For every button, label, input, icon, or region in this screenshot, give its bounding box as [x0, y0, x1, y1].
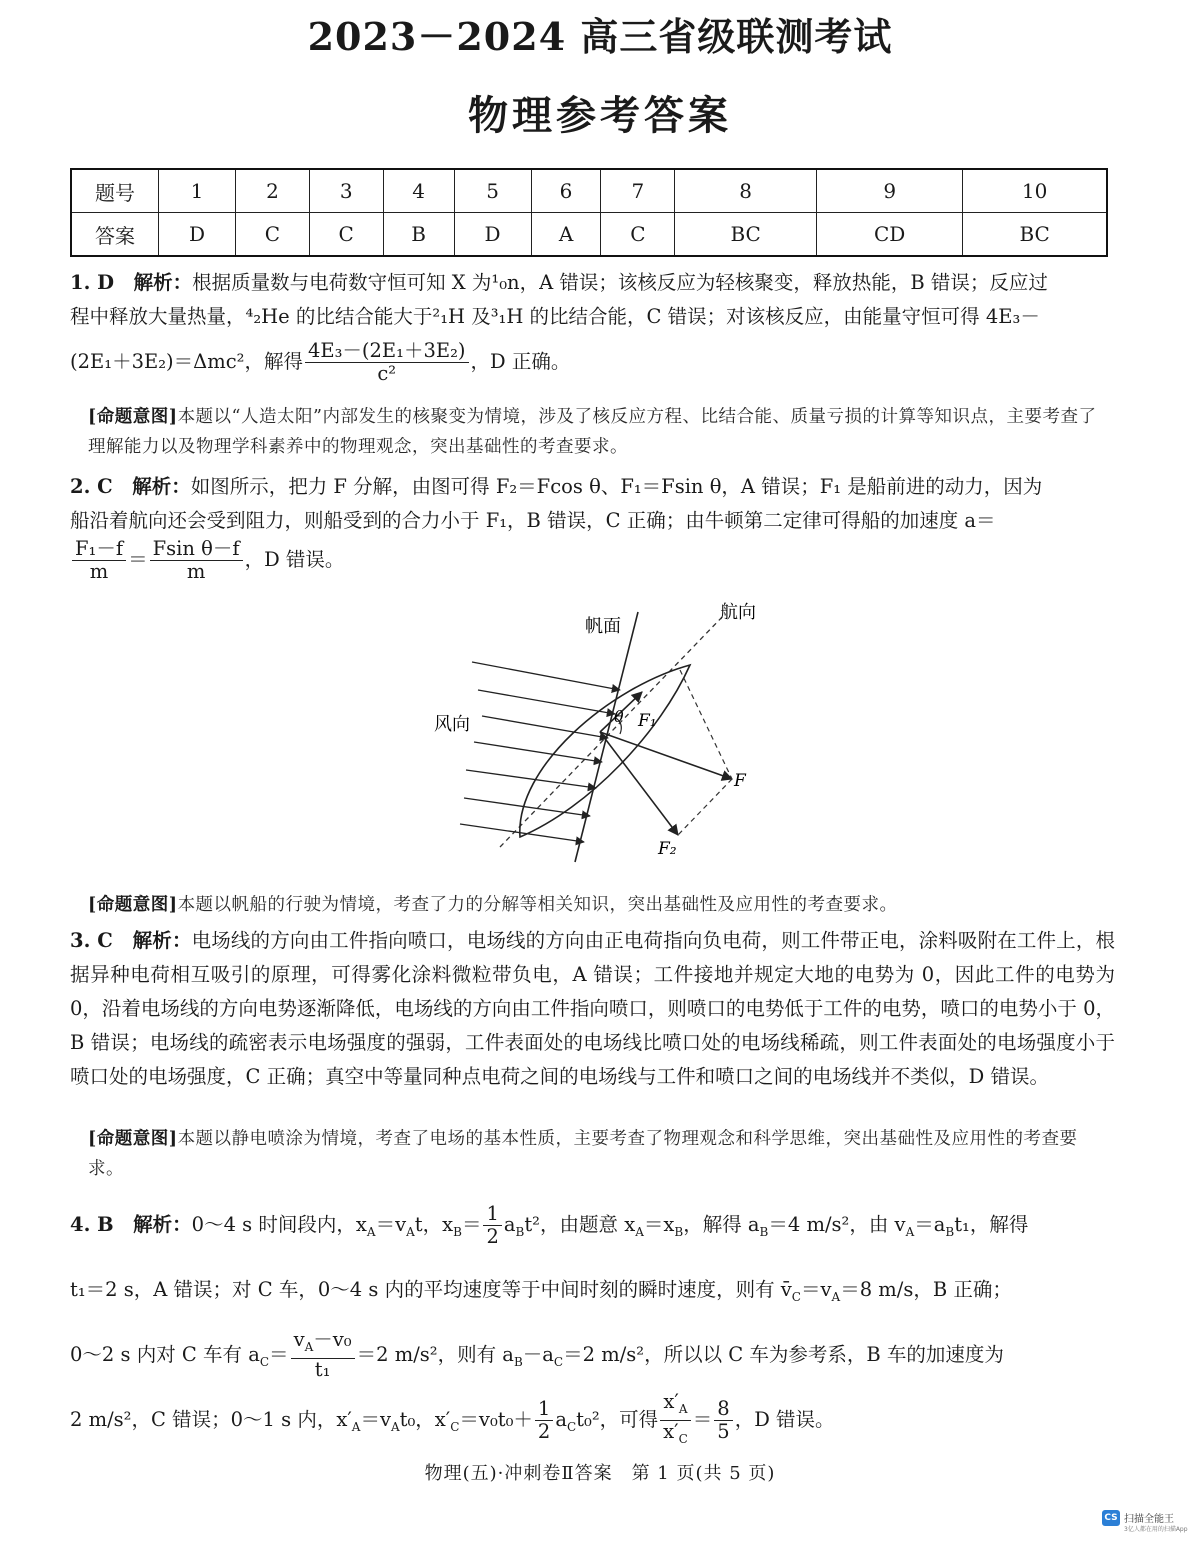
- q4-sub-a7: A: [351, 1419, 361, 1434]
- q4-t4g: ＝: [692, 1407, 713, 1431]
- q4-sub-a1: A: [366, 1224, 376, 1239]
- q1-fraction: [305, 340, 469, 385]
- force-F2-arrow: [600, 732, 678, 835]
- table-cell: 2: [236, 169, 310, 213]
- table-cell: BC: [675, 213, 817, 257]
- q4-t2b: ＝v: [800, 1277, 832, 1301]
- parallelogram-side-2: [678, 779, 732, 835]
- q2-frac2-den: m: [186, 560, 206, 583]
- boat-hull: [520, 665, 690, 837]
- q3-intent-text: 本题以静电喷涂为情境，考查了电场的基本性质，主要考查了物理观念和科学思维，突出基础性及应用性的考查要求。: [88, 1129, 1078, 1179]
- q4-accel-den: t₁: [314, 1358, 331, 1382]
- q4-t1j: ＝a: [914, 1213, 946, 1236]
- q4-sub-b1: B: [453, 1224, 462, 1239]
- q4-sub-b2: B: [515, 1224, 525, 1239]
- table-header-cell: 答案: [71, 213, 159, 257]
- table-cell: 4: [383, 169, 454, 213]
- q4-number: 4. B: [70, 1213, 114, 1236]
- q4-line4: [70, 1391, 1115, 1456]
- q1-line3: [70, 340, 1115, 385]
- q2-intent-tag: [命题意图]: [88, 895, 178, 915]
- answer-table: [70, 168, 1108, 257]
- q4-answer-den: 5: [717, 1419, 730, 1443]
- q2-number: 2. C: [70, 475, 113, 498]
- q4-half-1: [483, 1203, 501, 1248]
- scanner-name: 扫描全能王: [1124, 1514, 1174, 1525]
- table-cell: A: [531, 213, 601, 257]
- q4-sub-a4: A: [905, 1224, 915, 1239]
- q4-accel-num-v0: －v₀: [313, 1328, 352, 1352]
- q4-t3d: －a: [522, 1342, 554, 1366]
- q4-half1-num: 1: [483, 1203, 501, 1226]
- label-heading: 航向: [720, 602, 756, 623]
- q4-sub-c6: C: [678, 1431, 688, 1446]
- table-cell: 5: [454, 169, 531, 213]
- q3-text: 电场线的方向由工件指向喷口，电场线的方向由正电荷指向负电荷，则工件带正电，涂料吸附在工件上，根据异种电荷相互吸引的原理，可得雾化涂料微粒带负电，A 错误；工件接地并规定大地的电势为 0，因此工件的电势为 0，沿着电场线的方向电势逐渐降低，电场线的方向由工件指向喷口，则喷口的电势低于工件的电势，喷口的电势小于 0，B 错误；电场线的疏密表示电场强度的强弱，工件表面处的电场线比喷口处的电场线稀疏，则工件表面处的电场强度小于喷口处的电场强度，C 正确；真空中等量同种点电荷之间的电场线与工件和喷口之间的电场线并不类似，D 错误。: [70, 929, 1116, 1088]
- table-cell: C: [309, 213, 383, 257]
- table-header-cell: 题号: [71, 169, 159, 213]
- q2-line3: [70, 538, 1115, 583]
- table-cell: C: [601, 213, 675, 257]
- q4-sub-c4: C: [450, 1419, 460, 1434]
- q1-number: 1. D: [70, 271, 115, 294]
- q4-t1g: ＝x: [643, 1213, 675, 1236]
- q1-intent-text: 本题以“人造太阳”内部发生的核聚变为情境，涉及了核反应方程、比结合能、质量亏损的计算等知识点，主要考查了理解能力以及物理学科素养中的物理观念，突出基础性的考查要求。: [88, 407, 1097, 457]
- force-F-arrow: [600, 732, 732, 779]
- q4-accel-num-v: v: [293, 1328, 305, 1352]
- q2-fraction-1: [72, 538, 126, 583]
- q4-t2c: ＝8 m/s，B 正确；: [840, 1277, 1012, 1301]
- scanner-slogan: 3亿人都在用的扫描App: [1124, 1526, 1188, 1533]
- q2-frac2-num: Fsin θ－f: [150, 538, 243, 561]
- q4-sub-a9: A: [678, 1401, 688, 1416]
- q4-label: 解析：: [133, 1213, 192, 1236]
- table-row-numbers: [71, 169, 1107, 213]
- q1-text-1: 根据质量数与电荷数守恒可知 X 为¹₀n，A 错误；该核反应为轻核聚变，释放热能，B 错误；反应过: [192, 271, 1048, 294]
- q2-intent: [88, 890, 1113, 920]
- q4-explanation: [70, 1196, 1115, 1456]
- q4-t4b: ＝v: [360, 1407, 391, 1431]
- label-theta: θ: [614, 707, 624, 726]
- q4-t1k: t₁，解得: [954, 1213, 1029, 1236]
- q2-explanation: [70, 470, 1115, 583]
- q4-line3: [70, 1326, 1115, 1391]
- q2-fraction-2: [150, 538, 243, 583]
- q4-sub-c1: C: [791, 1289, 801, 1304]
- q4-sub-a6: A: [304, 1340, 314, 1355]
- q4-t1h: ，解得 a: [683, 1213, 760, 1236]
- q4-sub-a5: A: [831, 1289, 841, 1304]
- q4-answer-fraction: [714, 1398, 732, 1443]
- q4-ratio-num: [660, 1391, 691, 1421]
- q4-t1a: 0～4 s 时间段内，x: [191, 1213, 367, 1236]
- q1-text-3a: (2E₁＋3E₂)＝Δmc²，解得: [70, 350, 303, 373]
- q4-sub-a2: A: [406, 1224, 415, 1239]
- q2-text-3b: ，D 错误。: [244, 548, 345, 571]
- q4-t3c: ＝2 m/s²，则有 a: [356, 1342, 514, 1366]
- q4-accel-fraction: [291, 1329, 355, 1381]
- table-cell: 7: [601, 169, 675, 213]
- q2-text-1: 如图所示，把力 F 分解，由图可得 F₂＝Fcos θ、F₁＝Fsin θ，A 错误；F₁ 是船前进的动力，因为: [190, 475, 1043, 498]
- table-cell: 10: [963, 169, 1107, 213]
- q4-t4c: t₀，x′: [399, 1407, 451, 1431]
- q4-sub-b6: B: [513, 1354, 523, 1369]
- q4-ratio-fraction: [660, 1391, 691, 1450]
- table-cell: B: [383, 213, 454, 257]
- q4-half2-num: 1: [535, 1398, 553, 1421]
- q4-t4e: a: [555, 1407, 567, 1431]
- q4-accel-num: [291, 1329, 355, 1359]
- scanner-logo-icon: CS: [1102, 1510, 1120, 1526]
- q2-frac1-den: m: [89, 560, 109, 583]
- sail-line: [575, 612, 638, 862]
- table-cell: 9: [817, 169, 963, 213]
- q4-sub-b5: B: [945, 1224, 955, 1239]
- q4-t1b: ＝v: [375, 1213, 407, 1236]
- q2-intent-text: 本题以帆船的行驶为情境，考查了力的分解等相关知识，突出基础性及应用性的考查要求。: [177, 895, 898, 915]
- table-cell: D: [159, 213, 236, 257]
- heading-line: [500, 614, 725, 847]
- q1-explanation: [70, 266, 1115, 385]
- label-sail: 帆面: [585, 616, 621, 637]
- sailboat-force-diagram: [420, 592, 800, 872]
- q2-frac1-num: F₁－f: [72, 538, 126, 561]
- q2-line1: [70, 470, 1115, 504]
- table-cell: C: [236, 213, 310, 257]
- q4-t3b: ＝: [269, 1342, 289, 1366]
- table-cell: 1: [159, 169, 236, 213]
- q4-t2a: t₁＝2 s，A 错误；对 C 车，0～4 s 内的平均速度等于中间时刻的瞬时速度，则有 v̄: [70, 1277, 792, 1301]
- scanner-watermark: [1102, 1508, 1194, 1538]
- q4-t3e: ＝2 m/s²，所以以 C 车为参考系，B 车的加速度为: [563, 1342, 1004, 1366]
- q4-t4h: ，D 错误。: [734, 1407, 835, 1431]
- q4-line1: [70, 1196, 1115, 1261]
- wind-arrows: [460, 662, 620, 842]
- label-F2: F₂: [658, 839, 677, 859]
- q4-half-2: [535, 1398, 553, 1443]
- q4-sub-c5: C: [566, 1419, 577, 1434]
- q3-number: 3. C: [70, 929, 113, 952]
- q4-sub-b3: B: [674, 1224, 684, 1239]
- q4-t3a: 0～2 s 内对 C 车有 a: [70, 1342, 260, 1366]
- q4-ratio-den-x: x′: [663, 1419, 679, 1443]
- q1-line2: 程中释放大量热量，⁴₂He 的比结合能大于²₁H 及³₁H 的比结合能，C 错误；对该核反应，由能量守恒可得 4E₃－: [70, 305, 1040, 328]
- table-cell: CD: [817, 213, 963, 257]
- q4-sub-c2: C: [259, 1354, 270, 1369]
- exam-title: 2023－2024 高三省级联测考试: [307, 14, 893, 59]
- q1-intent: [88, 402, 1113, 462]
- q4-t1i: ＝4 m/s²，由 v: [768, 1213, 906, 1236]
- q4-answer-num: 8: [714, 1398, 732, 1421]
- q3-intent-tag: [命题意图]: [88, 1129, 178, 1149]
- table-row-answers: [71, 213, 1107, 257]
- answer-title: 物理参考答案: [468, 92, 732, 139]
- table-cell: BC: [963, 213, 1107, 257]
- q1-label: 解析：: [133, 271, 193, 294]
- q2-label: 解析：: [132, 475, 191, 498]
- q2-line2: 船沿着航向还会受到阻力，则船受到的合力小于 F₁，B 错误，C 正确；由牛顿第二定律可得船的加速度 a＝: [70, 509, 996, 532]
- label-F1: F₁: [638, 711, 657, 731]
- q4-line2: [70, 1261, 1115, 1326]
- q2-equals: ＝: [128, 548, 148, 571]
- label-F: F: [734, 771, 746, 791]
- q1-intent-tag: [命题意图]: [88, 407, 178, 427]
- q3-explanation: [70, 924, 1115, 1094]
- q4-sub-b4: B: [759, 1224, 769, 1239]
- q4-t4f: t₀²，可得: [576, 1407, 659, 1431]
- table-cell: 3: [309, 169, 383, 213]
- q4-ratio-den: [660, 1421, 691, 1450]
- q4-half2-den: 2: [537, 1419, 551, 1443]
- q1-text-3b: ，D 正确。: [470, 350, 571, 373]
- label-wind: 风向: [434, 714, 470, 735]
- q4-ratio-num-x: x′: [663, 1389, 679, 1413]
- q4-t1c: t，x: [414, 1213, 454, 1236]
- q4-sub-a8: A: [390, 1419, 400, 1434]
- q4-t1d: ＝: [461, 1213, 482, 1236]
- table-cell: D: [454, 213, 531, 257]
- page-footer: 物理(五)·冲刺卷Ⅱ答案 第 1 页(共 5 页): [424, 1463, 776, 1484]
- q4-t1e: a: [503, 1213, 516, 1236]
- q4-t4a: 2 m/s²，C 错误；0～1 s 内，x′: [70, 1407, 352, 1431]
- q4-half1-den: 2: [486, 1225, 499, 1248]
- q1-frac-num: 4E₃－(2E₁＋3E₂): [305, 340, 469, 363]
- q1-frac-den: c²: [377, 362, 397, 385]
- table-cell: 8: [675, 169, 817, 213]
- q3-intent: [88, 1124, 1113, 1184]
- q3-label: 解析：: [132, 929, 192, 952]
- q1-line1: [70, 266, 1115, 300]
- table-cell: 6: [531, 169, 601, 213]
- q4-t4d: ＝v₀t₀＋: [459, 1407, 533, 1431]
- q4-sub-a3: A: [635, 1224, 644, 1239]
- q4-t1f: t²，由题意 x: [524, 1213, 636, 1236]
- q4-sub-c3: C: [553, 1354, 564, 1369]
